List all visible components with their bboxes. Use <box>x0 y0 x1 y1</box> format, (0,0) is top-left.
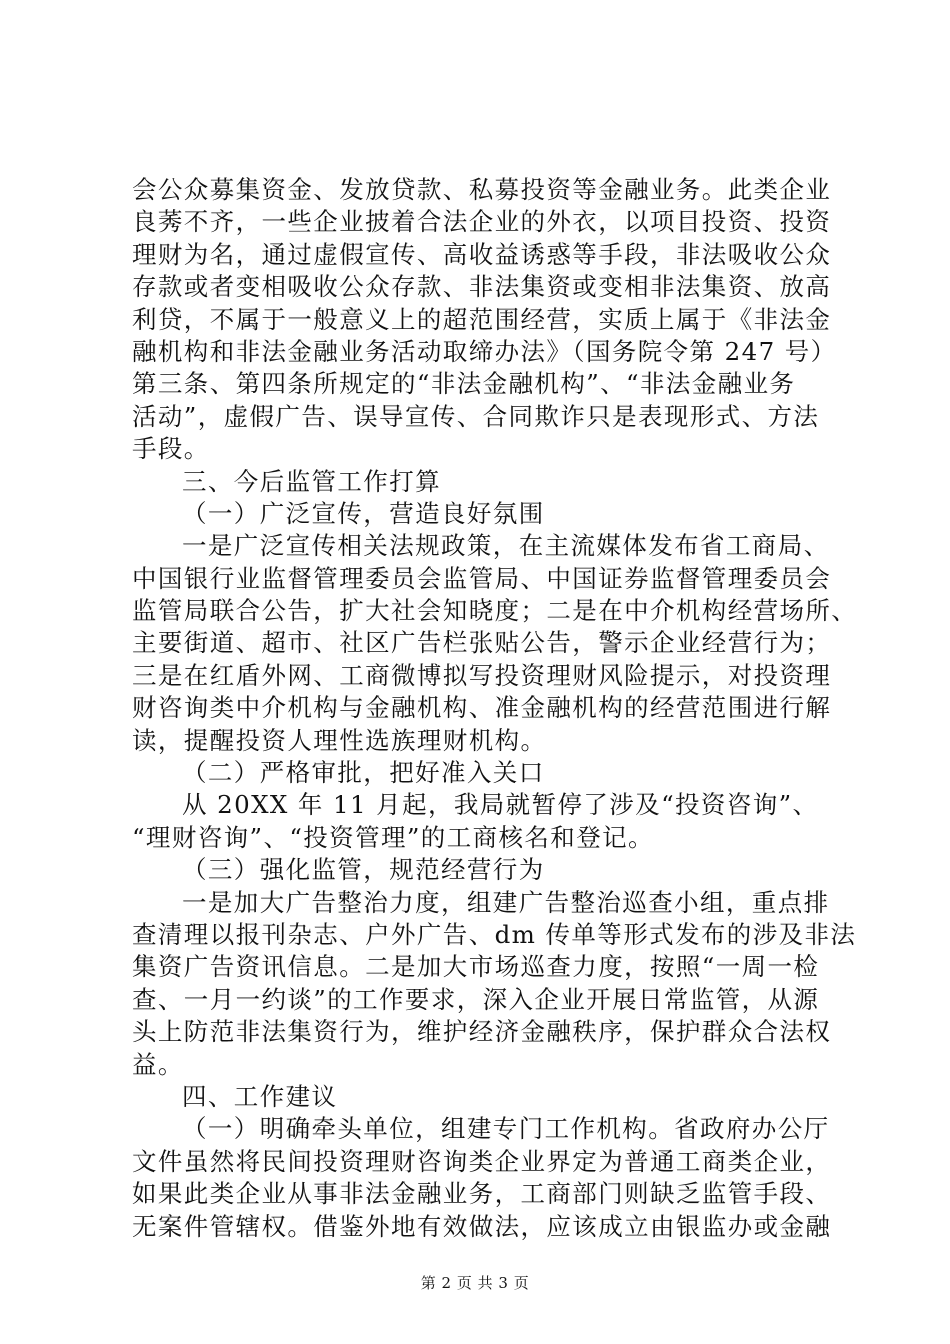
text-line: 查、一月一约谈”的工作要求，深入企业开展日常监管，从源 <box>132 984 820 1014</box>
text-line: 从 20XX 年 11 月起，我局就暂停了涉及“投资咨询”、 <box>182 790 819 820</box>
section-heading: 四、工作建议 <box>182 1081 338 1111</box>
text-line: 一是广泛宣传相关法规政策，在主流媒体发布省工商局、 <box>182 531 830 561</box>
text-line: 头上防范非法集资行为，维护经济金融秩序，保护群众合法权 <box>132 1017 832 1047</box>
text-line: 中国银行业监督管理委员会监管局、中国证券监督管理委员会 <box>132 563 832 593</box>
text-line: 文件虽然将民间投资理财咨询类企业界定为普通工商类企业， <box>132 1146 832 1176</box>
text-line: 良莠不齐，一些企业披着合法企业的外衣，以项目投资、投资 <box>132 207 832 237</box>
text-line: 财咨询类中介机构与金融机构、准金融机构的经营范围进行解 <box>132 693 832 723</box>
subsection-heading: （二）严格审批，把好准入关口 <box>182 758 545 788</box>
text-line: 利贷，不属于一般意义上的超范围经营，实质上属于《非法金 <box>132 304 832 334</box>
text-line: 三是在红盾外网、工商微博拟写投资理财风险提示，对投资理 <box>132 660 832 690</box>
text-line: 一是加大广告整治力度，组建广告整治巡查小组，重点排 <box>182 887 830 917</box>
text-line: 活动”，虚假广告、误导宣传、合同欺诈只是表现形式、方法 <box>132 401 820 431</box>
page-footer <box>0 1272 950 1293</box>
text-line: 监管局联合公告，扩大社会知晓度；二是在中介机构经营场所、 <box>132 596 858 626</box>
text-line: 主要街道、超市、社区广告栏张贴公告，警示企业经营行为； <box>132 628 832 658</box>
text-line: 第三条、第四条所规定的“非法金融机构”、“非法金融业务 <box>132 369 796 399</box>
text-line: 会公众募集资金、发放贷款、私募投资等金融业务。此类企业 <box>132 175 832 204</box>
text-line: “理财咨询”、“投资管理”的工商核名和登记。 <box>132 822 654 852</box>
text-line: 存款或者变相吸收公众存款、非法集资或变相非法集资、放高 <box>132 272 832 302</box>
text-line: 益。 <box>132 1049 184 1079</box>
page-number-label: 第 2 页 共 3 页 <box>420 1274 530 1292</box>
subsection-heading: （一）明确牵头单位，组建专门工作机构。省政府办公厅 <box>182 1114 830 1144</box>
text-line: 理财为名，通过虚假宣传、高收益诱惑等手段，非法吸收公众 <box>132 239 832 269</box>
document-body <box>132 174 858 1243</box>
text-line: 无案件管辖权。借鉴外地有效做法，应该成立由银监办或金融 <box>132 1211 832 1241</box>
text-line: 融机构和非法金融业务活动取缔办法》（国务院令第 247 号） <box>132 336 837 366</box>
text-line: 读，提醒投资人理性选族理财机构。 <box>132 725 547 755</box>
text-line: 集资广告资讯信息。二是加大市场巡查力度，按照“一周一检 <box>132 952 820 982</box>
text-line: 手段。 <box>132 434 210 464</box>
text-line: 如果此类企业从事非法金融业务，工商部门则缺乏监管手段、 <box>132 1179 832 1209</box>
text-line: 查清理以报刊杂志、户外广告、dm 传单等形式发布的涉及非法 <box>132 919 857 949</box>
section-heading: 三、今后监管工作打算 <box>182 466 441 496</box>
subsection-heading: （一）广泛宣传，营造良好氛围 <box>182 498 545 528</box>
subsection-heading: （三）强化监管，规范经营行为 <box>182 855 545 885</box>
